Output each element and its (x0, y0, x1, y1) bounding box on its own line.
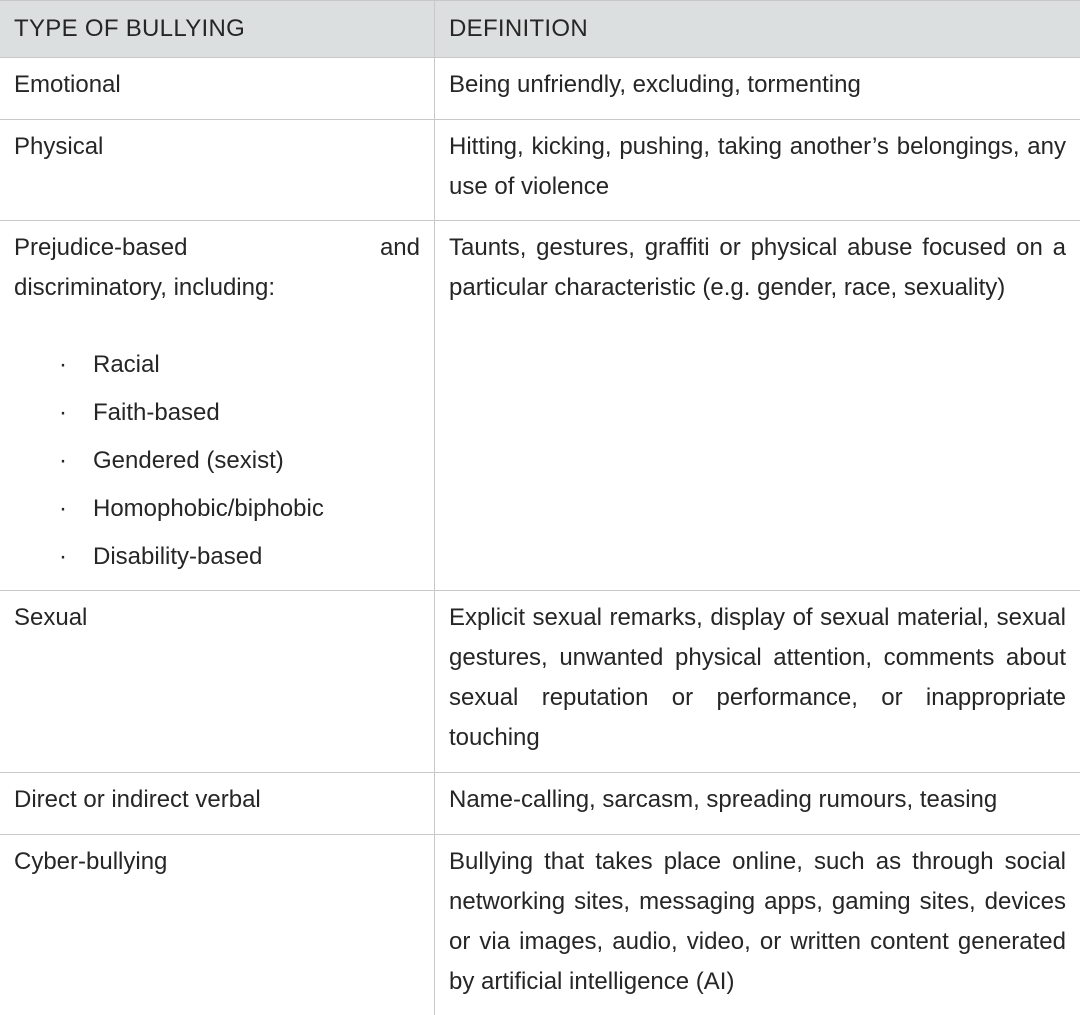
bullet-icon: · (59, 543, 67, 570)
type-cell: Sexual (0, 591, 435, 772)
table-row (0, 835, 1080, 1015)
definition-cell: Name-calling, sarcasm, spreading rumours, teasing (449, 786, 998, 813)
type-cell: Cyber-bullying (0, 835, 435, 1015)
header-type-of-bullying: TYPE OF BULLYING (0, 1, 435, 57)
type-cell (0, 221, 435, 590)
type-cell: Direct or indirect verbal (0, 773, 435, 834)
list-item: · Gendered (sexist) (14, 441, 420, 489)
table-header-row (0, 0, 1080, 58)
list-item: · Homophobic/biphobic (14, 489, 420, 537)
list-item: · Faith-based (14, 393, 420, 441)
bullet-icon: · (59, 399, 67, 426)
table-row (0, 221, 1080, 591)
definition-cell: Bullying that takes place online, such as through social networking sites, messaging apps, gaming sites, devices or via images, audio, video, or written content generated by artificial intelligence (AI) (449, 848, 1066, 995)
table-row (0, 773, 1080, 835)
list-item: · Disability-based (14, 537, 420, 585)
type-label-line-1 (14, 228, 420, 268)
table-row (0, 58, 1080, 120)
definition-cell: Being unfriendly, excluding, tormenting (449, 71, 861, 98)
type-label-word: and (379, 234, 420, 261)
bullet-icon: · (59, 495, 67, 522)
type-cell: Emotional (0, 58, 435, 119)
bullet-icon: · (59, 447, 67, 474)
type-cell: Physical (0, 120, 435, 220)
bullet-icon: · (59, 351, 67, 378)
subtype-list (14, 345, 420, 585)
type-label-word: Prejudice-based (14, 234, 188, 261)
header-definition: DEFINITION (449, 15, 588, 42)
list-item: · Racial (14, 345, 420, 393)
definition-cell: Explicit sexual remarks, display of sexual material, sexual gestures, unwanted physical attention, comments about sexual reputation or performance, or inappropriate touching (449, 604, 1066, 751)
type-label-line-2: discriminatory, including: (14, 274, 275, 301)
table-row (0, 591, 1080, 773)
definition-cell: Hitting, kicking, pushing, taking another’s belongings, any use of violence (449, 133, 1066, 200)
definition-cell: Taunts, gestures, graffiti or physical abuse focused on a particular characteristic (e.g. gender, race, sexuality) (449, 234, 1066, 301)
table-row (0, 120, 1080, 221)
